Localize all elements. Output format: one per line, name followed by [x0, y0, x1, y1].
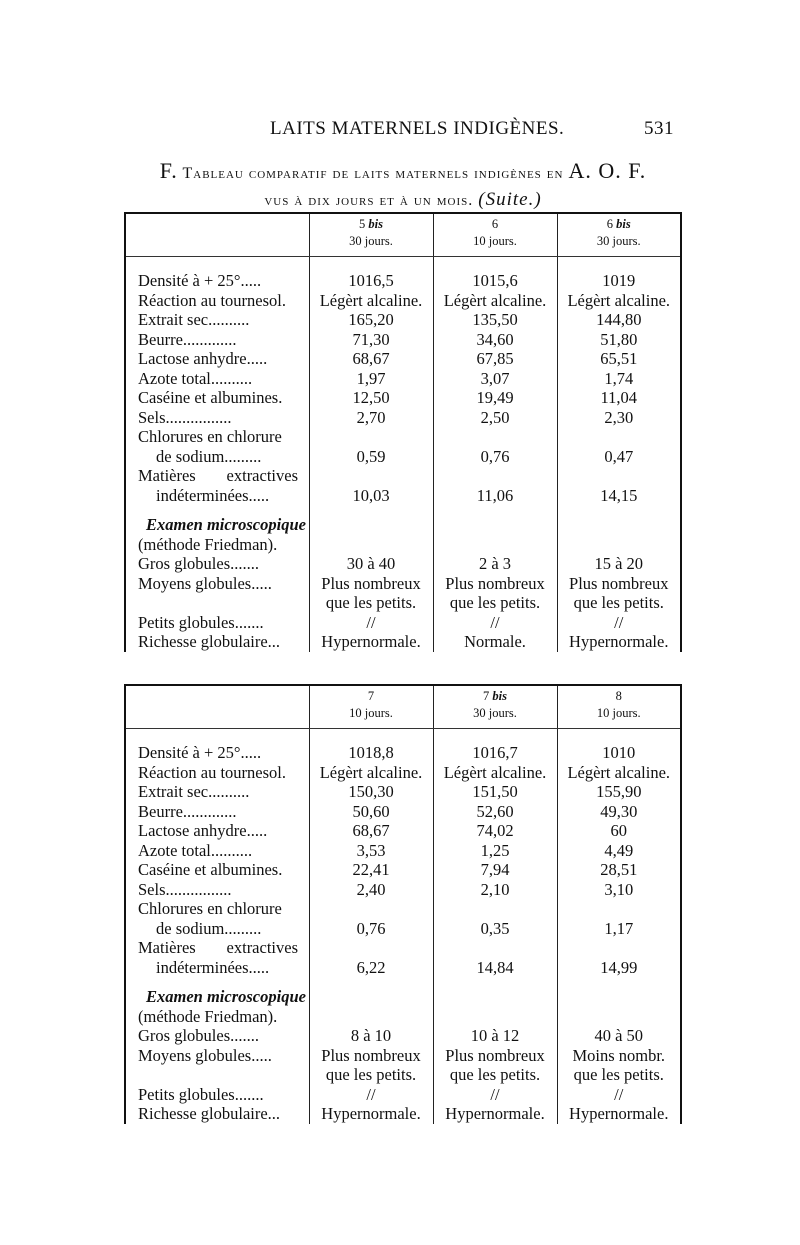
table-cell: Plus nombreux	[309, 1046, 433, 1066]
table-cell: 74,02	[433, 821, 557, 841]
table-cell	[557, 729, 681, 744]
table-cell: 1010	[557, 743, 681, 763]
table-cell	[309, 899, 433, 919]
row-lactose	[125, 821, 681, 841]
row-label: Matières extractives	[125, 466, 309, 486]
row-label: Examen microscopique	[125, 515, 309, 535]
table-cell: 8 à 10	[309, 1026, 433, 1046]
row-beurre	[125, 802, 681, 822]
table-cell: 151,50	[433, 782, 557, 802]
column-header: 7 10 jours.	[309, 685, 433, 729]
row-label: Examen microscopique	[125, 987, 309, 1007]
row-methode	[125, 1007, 681, 1027]
table-cell: //	[309, 613, 433, 633]
table-cell: 0,76	[309, 919, 433, 939]
table-cell	[309, 1007, 433, 1027]
table-cell	[433, 729, 557, 744]
table-cell: //	[433, 1085, 557, 1105]
table-cell	[433, 505, 557, 515]
table-cell	[433, 427, 557, 447]
row-chlorures-label	[125, 899, 681, 919]
table-cell: //	[433, 613, 557, 633]
table-cell: Moins nombr.	[557, 1046, 681, 1066]
table-cell	[557, 257, 681, 272]
table-cell: 2 à 3	[433, 554, 557, 574]
row-label: Gros globules.......	[125, 554, 309, 574]
row-reaction	[125, 763, 681, 783]
table-cell	[557, 466, 681, 486]
row-label: Caséine et albumines.	[125, 388, 309, 408]
row-examen	[125, 515, 681, 535]
row-label	[125, 593, 309, 613]
row-azote	[125, 841, 681, 861]
table-cell: Hypernormale.	[557, 632, 681, 652]
row-chlorures	[125, 447, 681, 467]
row-label: Matières extractives	[125, 938, 309, 958]
table-cell: Légèrt alcaline.	[433, 291, 557, 311]
header-corner	[125, 213, 309, 257]
table-cell: //	[557, 1085, 681, 1105]
row-moyens	[125, 574, 681, 594]
table-cell	[309, 466, 433, 486]
table-cell: 15 à 20	[557, 554, 681, 574]
row-label: Lactose anhydre.....	[125, 349, 309, 369]
column-header: 7 bis 30 jours.	[433, 685, 557, 729]
row-sels	[125, 880, 681, 900]
table-cell: 68,67	[309, 821, 433, 841]
column-header: 6 bis 30 jours.	[557, 213, 681, 257]
row-label: Chlorures en chlorure	[125, 899, 309, 919]
row-label: Beurre.............	[125, 802, 309, 822]
table-cell: 67,85	[433, 349, 557, 369]
row-label: Richesse globulaire...	[125, 1104, 309, 1124]
table-cell	[309, 977, 433, 987]
row-label: de sodium.........	[125, 919, 309, 939]
row-moyens-cont	[125, 593, 681, 613]
table-cell	[309, 505, 433, 515]
table-cell: 68,67	[309, 349, 433, 369]
table-cell: 3,10	[557, 880, 681, 900]
table-cell: 11,06	[433, 486, 557, 506]
table-cell: 65,51	[557, 349, 681, 369]
row-gros	[125, 1026, 681, 1046]
table-cell: //	[309, 1085, 433, 1105]
table-cell	[433, 257, 557, 272]
row-label: Moyens globules.....	[125, 1046, 309, 1066]
table-cell	[309, 257, 433, 272]
table-cell: 150,30	[309, 782, 433, 802]
table-cell: 1016,5	[309, 271, 433, 291]
table-cell	[433, 899, 557, 919]
row-examen	[125, 987, 681, 1007]
table-cell: 60	[557, 821, 681, 841]
row-label: (méthode Friedman).	[125, 1007, 309, 1027]
table-cell	[125, 729, 309, 744]
row-chlorures	[125, 919, 681, 939]
row-petits	[125, 613, 681, 633]
table-suite: (Suite.)	[478, 189, 542, 210]
table-cell: 10,03	[309, 486, 433, 506]
row-densite	[125, 271, 681, 291]
table-cell	[433, 535, 557, 555]
table-header-row	[125, 685, 681, 729]
table-cell: Hypernormale.	[433, 1104, 557, 1124]
row-moyens-cont	[125, 1065, 681, 1085]
table-cell	[125, 977, 309, 987]
table-cell: 1,74	[557, 369, 681, 389]
table-cell	[557, 987, 681, 1007]
table-cell: 50,60	[309, 802, 433, 822]
table-cell: 6,22	[309, 958, 433, 978]
row-caseine	[125, 388, 681, 408]
table-cell	[433, 466, 557, 486]
table-cell	[433, 977, 557, 987]
table-cell: Hypernormale.	[557, 1104, 681, 1124]
table-cell: 144,80	[557, 310, 681, 330]
table-cell: 40 à 50	[557, 1026, 681, 1046]
table-cell: que les petits.	[433, 593, 557, 613]
table-cell: 49,30	[557, 802, 681, 822]
row-richesse	[125, 1104, 681, 1124]
row-matieres	[125, 486, 681, 506]
row-richesse	[125, 632, 681, 652]
table-cell: 0,35	[433, 919, 557, 939]
table-cell	[125, 505, 309, 515]
table-cell	[433, 938, 557, 958]
row-label: indéterminées.....	[125, 958, 309, 978]
column-header: 5 bis 30 jours.	[309, 213, 433, 257]
table-title-text: Tableau comparatif de laits maternels indigènes en	[182, 165, 564, 182]
row-label: Densité à + 25°.....	[125, 271, 309, 291]
table-cell: 14,15	[557, 486, 681, 506]
table-cell: 165,20	[309, 310, 433, 330]
row-label: Gros globules.......	[125, 1026, 309, 1046]
row-methode	[125, 535, 681, 555]
row-label: Beurre.............	[125, 330, 309, 350]
table-cell: 1,17	[557, 919, 681, 939]
table-letter: F.	[159, 158, 178, 183]
table-cell: Plus nombreux	[557, 574, 681, 594]
row-label	[125, 1065, 309, 1085]
table-cell: Légèrt alcaline.	[309, 763, 433, 783]
row-sels	[125, 408, 681, 428]
table-cell: 3,53	[309, 841, 433, 861]
table-cell	[557, 977, 681, 987]
header-corner	[125, 685, 309, 729]
table-cell: 2,40	[309, 880, 433, 900]
table-cell: 12,50	[309, 388, 433, 408]
table-cell: 10 à 12	[433, 1026, 557, 1046]
row-label: Extrait sec..........	[125, 310, 309, 330]
table-cell: 1018,8	[309, 743, 433, 763]
row-lactose	[125, 349, 681, 369]
table-cell	[557, 1007, 681, 1027]
table-cell: 28,51	[557, 860, 681, 880]
comparison-table-1	[124, 212, 682, 652]
table-cell: 34,60	[433, 330, 557, 350]
table-cell	[557, 505, 681, 515]
table-cell: 0,47	[557, 447, 681, 467]
table-cell: Plus nombreux	[309, 574, 433, 594]
row-label: Azote total..........	[125, 841, 309, 861]
row-label: Richesse globulaire...	[125, 632, 309, 652]
row-petits	[125, 1085, 681, 1105]
running-head	[0, 118, 800, 148]
table-cell	[309, 535, 433, 555]
row-label: indéterminées.....	[125, 486, 309, 506]
table-cell	[433, 1007, 557, 1027]
table-title	[118, 158, 688, 214]
row-label: Petits globules.......	[125, 613, 309, 633]
table-cell: Légèrt alcaline.	[433, 763, 557, 783]
row-caseine	[125, 860, 681, 880]
table-cell: que les petits.	[309, 593, 433, 613]
row-label: Sels................	[125, 408, 309, 428]
table-cell: //	[557, 613, 681, 633]
running-title: LAITS MATERNELS INDIGÈNES.	[270, 118, 565, 139]
table-cell	[433, 987, 557, 1007]
row-label: Sels................	[125, 880, 309, 900]
row-beurre	[125, 330, 681, 350]
table-cell	[433, 515, 557, 535]
table-cell: 22,41	[309, 860, 433, 880]
row-extrait	[125, 310, 681, 330]
table-subtitle: vus à dix jours et à un mois.	[264, 192, 474, 209]
table-title-line-2	[118, 187, 688, 214]
table-cell: 14,84	[433, 958, 557, 978]
row-reaction	[125, 291, 681, 311]
table-cell: que les petits.	[433, 1065, 557, 1085]
row-label: Réaction au tournesol.	[125, 291, 309, 311]
row-densite	[125, 743, 681, 763]
table-region: A. O. F.	[568, 158, 647, 183]
table-cell: Légèrt alcaline.	[557, 291, 681, 311]
row-matieres	[125, 958, 681, 978]
row-extrait	[125, 782, 681, 802]
table-cell: 1015,6	[433, 271, 557, 291]
row-label: Densité à + 25°.....	[125, 743, 309, 763]
table-cell: Hypernormale.	[309, 632, 433, 652]
row-label: Chlorures en chlorure	[125, 427, 309, 447]
row-azote	[125, 369, 681, 389]
column-header: 8 10 jours.	[557, 685, 681, 729]
row-label: (méthode Friedman).	[125, 535, 309, 555]
comparison-table-2	[124, 684, 682, 1124]
table-cell: 30 à 40	[309, 554, 433, 574]
table-cell	[309, 938, 433, 958]
table-cell: Hypernormale.	[309, 1104, 433, 1124]
table-cell	[557, 515, 681, 535]
table-cell	[309, 729, 433, 744]
table-cell	[557, 938, 681, 958]
table-cell	[309, 427, 433, 447]
row-label: Azote total..........	[125, 369, 309, 389]
table-cell: 2,50	[433, 408, 557, 428]
table-cell: 1,25	[433, 841, 557, 861]
table-cell: 2,70	[309, 408, 433, 428]
table-cell: Normale.	[433, 632, 557, 652]
table-cell	[125, 257, 309, 272]
table-cell: 135,50	[433, 310, 557, 330]
table-cell: que les petits.	[309, 1065, 433, 1085]
row-moyens	[125, 1046, 681, 1066]
table-cell: 0,76	[433, 447, 557, 467]
row-label: Lactose anhydre.....	[125, 821, 309, 841]
table-cell: 19,49	[433, 388, 557, 408]
row-matieres-label	[125, 938, 681, 958]
table-cell: Légèrt alcaline.	[309, 291, 433, 311]
table-cell	[309, 987, 433, 1007]
table-cell	[557, 535, 681, 555]
row-chlorures-label	[125, 427, 681, 447]
table-cell: que les petits.	[557, 593, 681, 613]
table-cell	[557, 899, 681, 919]
table-cell: Plus nombreux	[433, 1046, 557, 1066]
row-label: Petits globules.......	[125, 1085, 309, 1105]
table-cell: 1016,7	[433, 743, 557, 763]
table-cell: Plus nombreux	[433, 574, 557, 594]
table-cell: Légèrt alcaline.	[557, 763, 681, 783]
table-cell: 4,49	[557, 841, 681, 861]
table-cell: que les petits.	[557, 1065, 681, 1085]
row-label: de sodium.........	[125, 447, 309, 467]
table-cell	[557, 427, 681, 447]
table-title-line-1	[118, 158, 688, 187]
table-cell: 0,59	[309, 447, 433, 467]
table-cell: 14,99	[557, 958, 681, 978]
column-header: 6 10 jours.	[433, 213, 557, 257]
table-cell: 2,30	[557, 408, 681, 428]
row-gros	[125, 554, 681, 574]
table-cell: 52,60	[433, 802, 557, 822]
table-cell: 1,97	[309, 369, 433, 389]
table-cell: 155,90	[557, 782, 681, 802]
table-cell: 7,94	[433, 860, 557, 880]
page-number: 531	[644, 118, 674, 139]
row-matieres-label	[125, 466, 681, 486]
table-cell	[309, 515, 433, 535]
table-cell: 2,10	[433, 880, 557, 900]
row-label: Moyens globules.....	[125, 574, 309, 594]
table-cell: 51,80	[557, 330, 681, 350]
row-label: Caséine et albumines.	[125, 860, 309, 880]
table-cell: 3,07	[433, 369, 557, 389]
row-label: Réaction au tournesol.	[125, 763, 309, 783]
row-label: Extrait sec..........	[125, 782, 309, 802]
table-cell: 1019	[557, 271, 681, 291]
table-cell: 11,04	[557, 388, 681, 408]
table-header-row	[125, 213, 681, 257]
table-cell: 71,30	[309, 330, 433, 350]
